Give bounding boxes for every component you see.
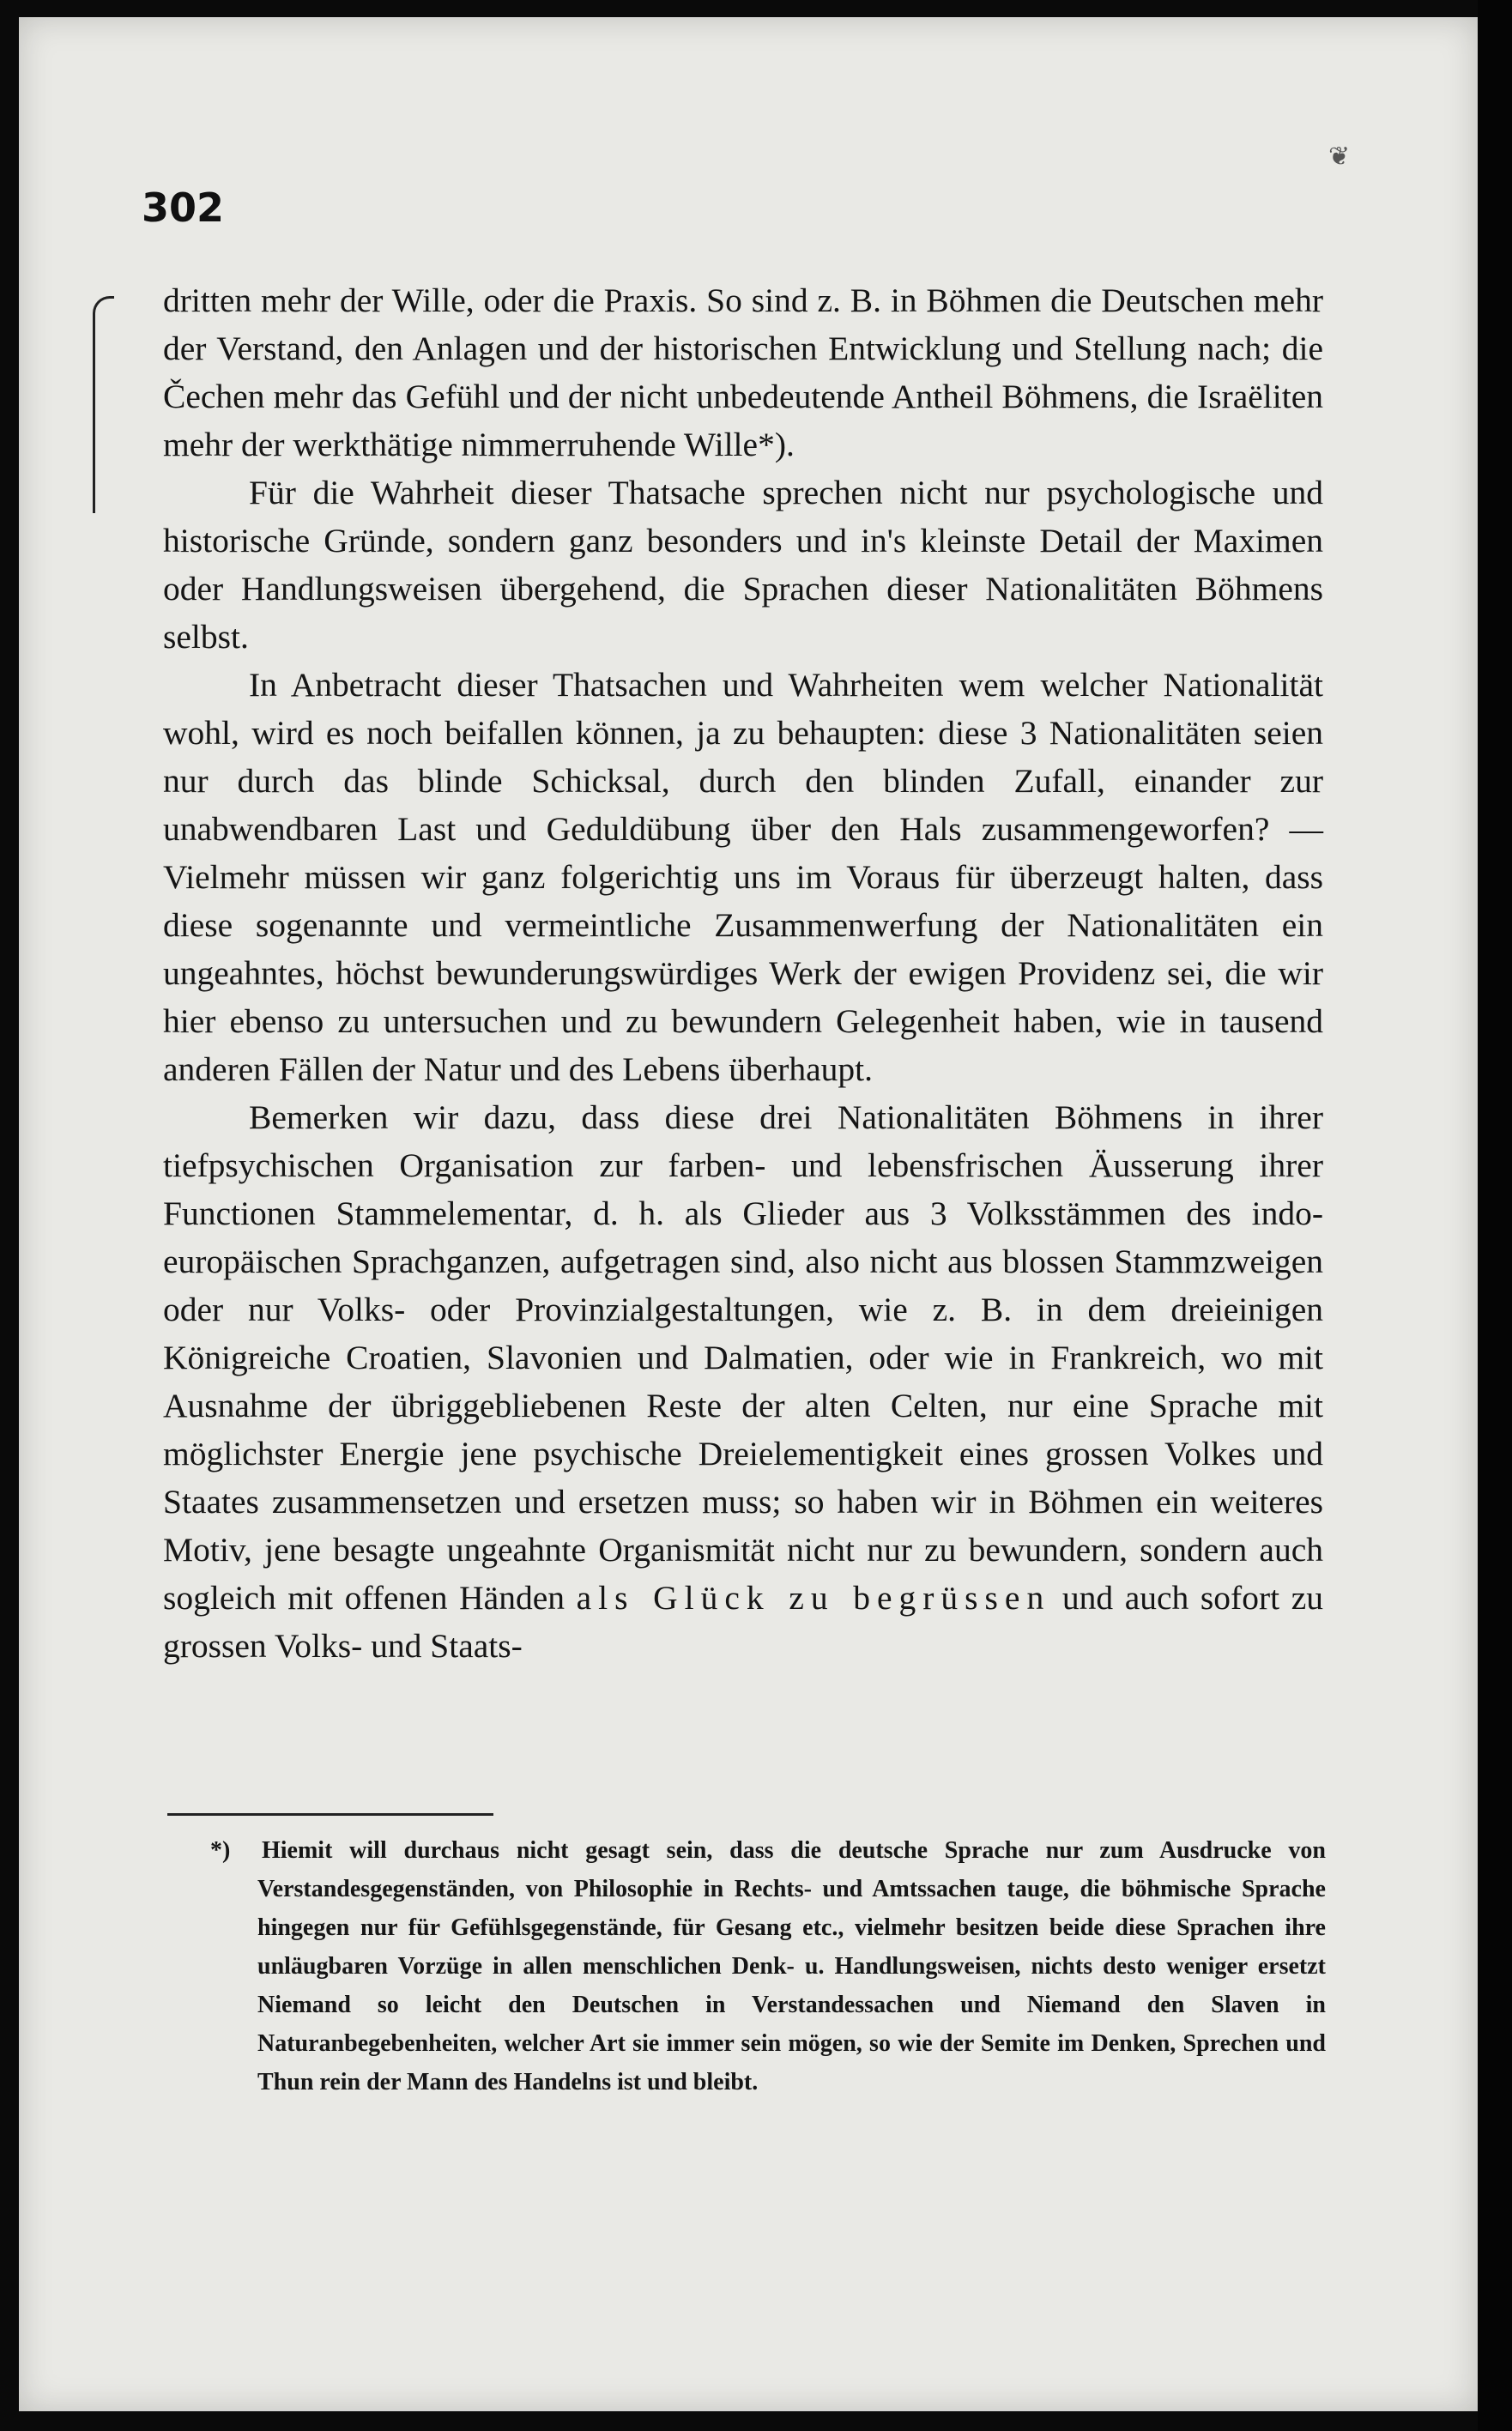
corner-smudge-mark: ❦: [1328, 142, 1351, 172]
paragraph-4: [163, 1093, 1323, 1670]
paragraph-1: dritten mehr der Wille, oder die Praxis. So sind z. B. in Böhmen die Deutschen mehr der Verstand, den Anlagen und der historischen Entwicklung und Stellung nach; die Čechen mehr das Gefühl und der nicht unbedeutende Antheil Böhmens, die Israëliten mehr der werkthätige nimmerruhende Wille*).: [163, 281, 1323, 463]
paragraph-3: In Anbetracht dieser Thatsachen und Wahrheiten wem welcher Nationalität wohl, wird es noch beifallen können, ja zu behaupten: diese 3 Nationalitäten seien nur durch das blinde Schicksal, durch den blinden Zufall, einander zur unabwendbaren Last und Geduldübung über den Hals zusammengeworfen? — Vielmehr müssen wir ganz folgerichtig uns im Voraus für überzeugt halten, dass diese sogenannte und vermeintliche Zusammenwerfung der Nationalitäten ein ungeahntes, höchst bewunderungswürdiges Werk der ewigen Providenz sei, die wir hier ebenso zu untersuchen und zu bewundern Gelegenheit haben, wie in tausend anderen Fällen der Natur und des Lebens überhaupt.: [163, 666, 1323, 1088]
page-edge-shadow: [1478, 0, 1512, 2431]
main-text-block: [163, 276, 1323, 1670]
paragraph-4-main: Bemerken wir dazu, dass diese drei Nationalitäten Böhmens in ihrer tiefpsychischen Organisation zur farben- und lebensfrischen Äusserung ihrer Functionen Stammelementar, d. h. als Glieder aus 3 Volksstämmen des indo-europäischen Sprachganzen, aufgetragen sind, also nicht aus blossen Stammzweigen oder nur Volks- oder Provinzialgestaltungen, wie z. B. in dem dreieinigen Königreiche Croatien, Slavonien und Dalmatien, oder wie in Frankreich, wo mit Ausnahme der übriggebliebenen Reste der alten Celten, nur eine Sprache mit möglichster Energie jene psychische Dreielementigkeit eines grossen Volkes und Staates zusammensetzen und ersetzen muss; so haben wir in Böhmen ein weiteres Motiv, jene besagte ungeahnte Organismität nicht nur zu bewundern, sondern auch sogleich mit offenen Händen: [163, 1098, 1323, 1617]
paragraph-4-end: und auch sofort zu grossen Volks- und Staats-: [163, 1579, 1324, 1665]
footnote: [167, 1831, 1326, 2101]
footnote-separator: [167, 1813, 493, 1816]
footnote-text: Hiemit will durchaus nicht gesagt sein, dass die deutsche Sprache nur zum Ausdrucke von Verstandesgegenständen, von Philosophie in Rechts- und Amtssachen tauge, die böhmische Sprache hingegen nur für Gefühlsgegenstände, für Gesang etc., vielmehr besitzen beide diese Sprachen ihre unläugbaren Vorzüge in allen menschlichen Denk- u. Handlungsweisen, nichts desto weniger ersetzt Niemand so leicht den Deutschen in Verstandessachen und Niemand den Slaven in Naturanbegebenheiten, welcher Art sie immer sein mögen, so wie der Semite im Denken, Sprechen und Thun rein der Mann des Handelns ist und bleibt.: [257, 1837, 1326, 2095]
footnote-body: [167, 1831, 1326, 2101]
paragraph-2: Für die Wahrheit dieser Thatsache sprechen nicht nur psychologische und historische Gründe, sondern ganz besonders und in's kleinste Detail der Maximen oder Handlungsweisen übergehend, die Sprachen dieser Nationalitäten Böhmens selbst.: [163, 474, 1323, 656]
paragraph-4-spaced-phrase: als Glück zu begrüssen: [576, 1579, 1051, 1617]
margin-bracket-mark: [93, 296, 114, 513]
page-number: 302: [142, 184, 225, 231]
footnote-marker: *): [210, 1837, 231, 1864]
